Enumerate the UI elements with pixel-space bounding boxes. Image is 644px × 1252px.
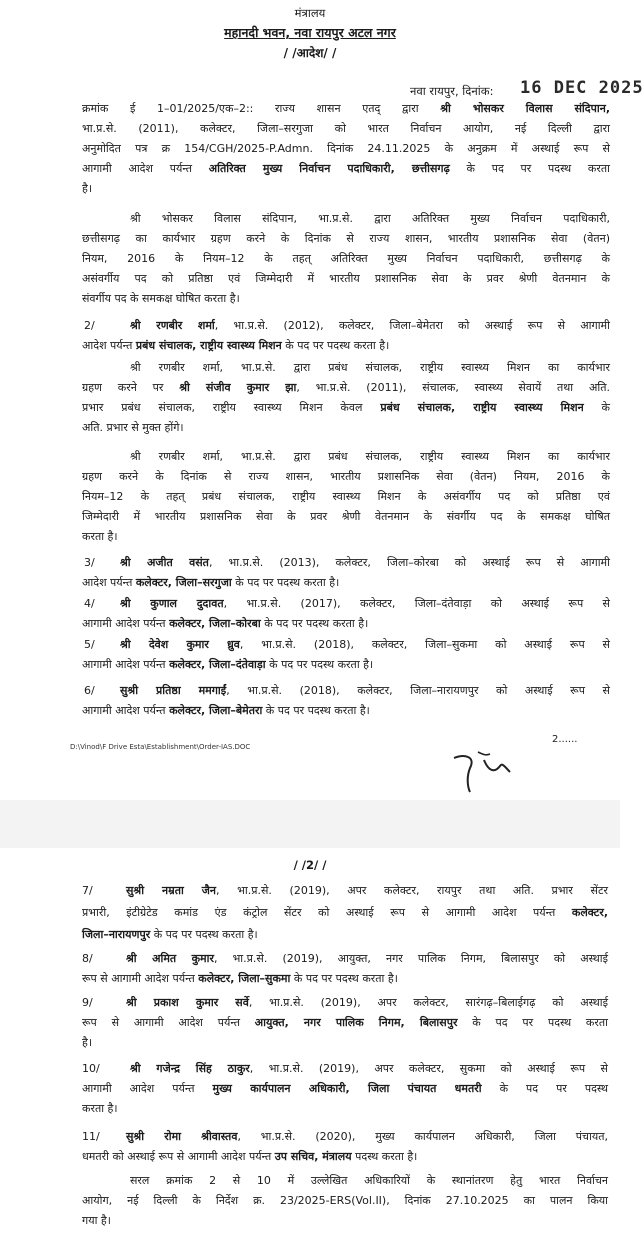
item2-line2	[82, 339, 389, 353]
post-name: कलेक्टर,	[571, 906, 608, 919]
item10-line3: करता है।	[82, 1102, 118, 1115]
item9-number: 9/	[82, 996, 93, 1009]
text-span: आगामी आदेश पर्यन्त	[82, 617, 170, 630]
post-name: कलेक्टर, जिला–बेमेतरा	[169, 704, 263, 717]
post-name: कलेक्टर, जिला–सुकमा	[198, 972, 291, 985]
item2-sub-line3	[82, 401, 610, 415]
officer-name: सुश्री रोमा श्रीवास्तव	[126, 1130, 238, 1143]
text-span: आदेश पर्यन्त	[82, 339, 136, 352]
order-number-text: क्रमांक ई 1–01/2025/एक–2:: राज्य शासन एतद् द्वारा	[82, 102, 441, 115]
text-span: , भा.प्र.से. (2017), कलेक्टर, जिला–दंतेवाड़ा को अस्थाई रूप से	[223, 597, 610, 610]
text-span: आगामी आदेश पर्यन्त	[82, 704, 170, 717]
officer-name: श्री प्रकाश कुमार सर्वे	[126, 996, 249, 1009]
text-span: , भा.प्र.से. (2018), कलेक्टर, जिला–नारायणपुर को अस्थाई रूप से	[226, 684, 610, 697]
item2-third-line4: जिम्मेदारी में भारतीय प्रशासनिक सेवा के प्रवर श्रेणी वेतनमान के संवर्गीय पद के समकक्ष घोषित	[82, 510, 610, 523]
post-name: कलेक्टर, जिला–सरगुजा	[135, 576, 232, 589]
text-span: प्रभारी, इंटीग्रेटेड कमांड एंड कंट्रोल सेंटर को अस्थाई रूप से आगामी आदेश पर्यन्त	[82, 906, 572, 919]
officer-name: श्री अजीत वसंत	[120, 556, 209, 569]
text-span: के पद पर पदस्थ करता है।	[290, 972, 398, 985]
closing-line1: सरल क्रमांक 2 से 10 में उल्लेखित अधिकारियों के स्थानांतरण हेतु भारत निर्वाचन	[130, 1174, 608, 1187]
item10-line1	[130, 1062, 608, 1076]
item6-line1	[120, 684, 610, 698]
text-span: के पद पर पदस्थ करता है।	[150, 928, 258, 941]
text-span: के पद पर पदस्थ करता है।	[260, 617, 369, 630]
item2-sub-line1: श्री रणबीर शर्मा, भा.प्र.से. द्वारा प्रबंध संचालक, राष्ट्रीय स्वास्थ्य मिशन का कार्यभार	[130, 361, 610, 374]
order-heading: / /आदेश/ /	[283, 46, 337, 60]
post-name: आयुक्त, नगर पालिक निगम, बिलासपुर	[254, 1016, 458, 1029]
file-path: D:\Vinod\F Drive Esta\Establishment\Order-IAS.DOC	[70, 743, 251, 751]
item10-number: 10/	[82, 1062, 100, 1075]
para1-line5: है।	[82, 182, 93, 195]
item5-number: 5/	[84, 638, 95, 651]
text-span: , भा.प्र.से. (2019), अपर कलेक्टर, सुकमा को अस्थाई रूप से	[249, 1062, 608, 1075]
post-name: अतिरिक्त मुख्य निर्वाचन पदाधिकारी, छत्तीसगढ़	[208, 162, 450, 175]
text-span: धमतरी को अस्थाई रूप से आगामी आदेश पर्यन्त	[82, 1150, 275, 1163]
post-name: उप सचिव, मंत्रालय	[274, 1150, 352, 1163]
item9-line1	[126, 996, 608, 1010]
text-span: रूप से आगामी आदेश पर्यन्त	[82, 972, 199, 985]
text-span: के	[583, 401, 610, 414]
officer-name: श्री कुणाल दुदावत	[120, 597, 224, 610]
text-span: आगामी आदेश पर्यन्त	[82, 162, 209, 175]
building-heading: महानदी भवन, नवा रायपुर अटल नगर	[224, 25, 396, 40]
item11-line1	[126, 1130, 608, 1144]
item8-line2	[82, 972, 398, 986]
post-name: प्रबंध संचालक, राष्ट्रीय स्वास्थ्य मिशन	[135, 339, 282, 352]
closing-line2: आयोग, नई दिल्ली के निर्देश क्र. 23/2025-ERS(Vol.II), दिनांक 27.10.2025 का पालन किया	[82, 1194, 608, 1207]
page-gap	[0, 800, 620, 848]
text-span: , भा.प्र.से. (2011), संचालक, स्वास्थ्य सेवायें तथा अति.	[296, 381, 610, 394]
item9-line2	[82, 1016, 608, 1030]
text-span: ग्रहण करने पर	[82, 381, 180, 394]
text-span: , भा.प्र.से. (2019), अपर कलेक्टर, सारंगढ़–बिलाईगढ़ को अस्थाई	[248, 996, 608, 1009]
officer-name: श्री भोसकर विलास संदिपान,	[440, 102, 610, 115]
text-span: आगामी आदेश पर्यन्त	[82, 658, 170, 671]
item2-third-line1: श्री रणबीर शर्मा, भा.प्र.से. द्वारा प्रबंध संचालक, राष्ट्रीय स्वास्थ्य मिशन का कार्यभार	[130, 450, 610, 463]
officer-name: श्री रणबीर शर्मा	[130, 319, 215, 332]
text-span: के पद पर पदस्थ करता है।	[231, 576, 340, 589]
date-label: नवा रायपुर, दिनांक:	[410, 84, 494, 98]
para1-line4	[82, 162, 610, 176]
item2-number: 2/	[84, 319, 95, 332]
text-span: , भा.प्र.से. (2012), कलेक्टर, जिला–बेमेतरा को अस्थाई रूप से आगामी	[214, 319, 610, 332]
para1-line2: भा.प्र.से. (2011), कलेक्टर, जिला–सरगुजा को भारत निर्वाचन आयोग, नई दिल्ली द्वारा	[82, 122, 610, 135]
officer-name: श्री देवेश कुमार ध्रुव	[120, 638, 240, 651]
item4-line2	[82, 617, 368, 631]
signature-mark	[448, 750, 518, 794]
item2-third-line2: ग्रहण करने के दिनांक से राज्य शासन, भारतीय प्रशासनिक सेवा (वेतन) नियम, 2016 के	[82, 470, 610, 483]
page2-heading: / /2/ /	[293, 858, 327, 872]
officer-name: सुश्री नम्रता जैन	[126, 884, 217, 897]
item7-line1	[126, 884, 608, 898]
item3-line2	[82, 576, 339, 590]
item7-line3	[82, 928, 258, 942]
para1b-line4: असंवर्गीय पद को प्रतिष्ठा एवं जिम्मेदारी में भारतीय प्रशासनिक सेवा के प्रवर श्रेणी वेतनमान के	[82, 272, 610, 285]
officer-name: श्री संजीव कुमार झा	[179, 381, 297, 394]
text-span: , भा.प्र.से. (2019), आयुक्त, नगर पालिक निगम, बिलासपुर को अस्थाई	[213, 952, 608, 965]
text-span: के पद पर पदस्थ करता	[457, 1016, 608, 1029]
post-name: मुख्य कार्यपालन अधिकारी, जिला पंचायत धमतरी	[212, 1082, 482, 1095]
text-span: प्रभार प्रबंध संचालक, राष्ट्रीय स्वास्थ्य मिशन केवल	[82, 401, 381, 414]
officer-name: श्री अमित कुमार	[126, 952, 214, 965]
next-page-marker: 2......	[552, 734, 578, 745]
item4-line1	[120, 597, 610, 611]
text-span: आगामी आदेश पर्यन्त	[82, 1082, 213, 1095]
item10-line2	[82, 1082, 608, 1096]
date-stamp: 16 DEC 2025	[520, 78, 644, 98]
post-name: जिला–नारायणपुर	[82, 928, 151, 941]
text-span: , भा.प्र.से. (2019), अपर कलेक्टर, रायपुर तथा अति. प्रभार सेंटर	[216, 884, 608, 897]
para1b-line5: संवर्गीय पद के समकक्ष घोषित करता है।	[82, 292, 240, 305]
officer-name: श्री गजेन्द्र सिंह ठाकुर	[130, 1062, 250, 1075]
item6-line2	[82, 704, 370, 718]
officer-name: सुश्री प्रतिष्ठा ममगाईं	[120, 684, 227, 697]
item5-line2	[82, 658, 373, 672]
item3-number: 3/	[84, 556, 95, 569]
text-span: , भा.प्र.से. (2013), कलेक्टर, जिला–कोरबा को अस्थाई रूप से आगामी	[208, 556, 610, 569]
text-span: के पद पर पदस्थ करता है।	[265, 658, 374, 671]
post-name: प्रबंध संचालक, राष्ट्रीय स्वास्थ्य मिशन	[380, 401, 584, 414]
order-page-2	[0, 848, 620, 1252]
text-span: के पद पर पदस्थ करता है।	[262, 704, 370, 717]
text-span: आदेश पर्यन्त	[82, 576, 136, 589]
text-span: , भा.प्र.से. (2018), कलेक्टर, जिला–सुकमा को अस्थाई रूप से	[239, 638, 610, 651]
para1b-line1: श्री भोसकर विलास संदिपान, भा.प्र.से. द्वारा अतिरिक्त मुख्य निर्वाचन पदाधिकारी,	[130, 212, 610, 225]
item2-sub-line2	[82, 381, 610, 395]
para1-line3: अनुमोदित पत्र क्र 154/CGH/2025-P.Admn. दिनांक 24.11.2025 के अनुक्रम में अस्थाई रूप से	[82, 142, 610, 155]
item8-number: 8/	[82, 952, 93, 965]
item9-line3: है।	[82, 1036, 93, 1049]
text-span: रूप से आगामी आदेश पर्यन्त	[82, 1016, 255, 1029]
ministry-heading: मंत्रालय	[294, 6, 326, 20]
item3-line1	[120, 556, 610, 570]
item4-number: 4/	[84, 597, 95, 610]
item11-number: 11/	[82, 1130, 100, 1143]
item8-line1	[126, 952, 608, 966]
item7-number: 7/	[82, 884, 93, 897]
item2-line1	[130, 319, 610, 333]
item5-line1	[120, 638, 610, 652]
text-span: पदस्थ करता है।	[351, 1150, 418, 1163]
post-name: कलेक्टर, जिला–दंतेवाड़ा	[169, 658, 266, 671]
item6-number: 6/	[84, 684, 95, 697]
item2-sub-line4: अति. प्रभार से मुक्त होंगे।	[82, 421, 184, 434]
text-span: के पद पर पदस्थ करता है।	[281, 339, 390, 352]
para1b-line3: नियम, 2016 के नियम–12 के तहत् अतिरिक्त मुख्य निर्वाचन पदाधिकारी, छत्तीसगढ़ के	[82, 252, 610, 265]
item2-third-line5: करता है।	[82, 530, 118, 543]
item7-line2	[82, 906, 608, 920]
item2-third-line3: नियम–12 के तहत् प्रबंध संचालक, राष्ट्रीय स्वास्थ्य मिशन के असंवर्गीय पद को प्रतिष्ठा एवं	[82, 490, 610, 503]
item11-line2	[82, 1150, 417, 1164]
para1b-line2: छत्तीसगढ़ का कार्यभार ग्रहण करने के दिनांक से राज्य शासन, भारतीय प्रशासनिक सेवा (वेतन)	[82, 232, 610, 245]
post-name: कलेक्टर, जिला–कोरबा	[169, 617, 261, 630]
text-span: के पद पर पदस्थ करता	[449, 162, 610, 175]
text-span: , भा.प्र.से. (2020), मुख्य कार्यपालन अधिकारी, जिला पंचायत,	[237, 1130, 608, 1143]
text-span: के पद पर पदस्थ	[481, 1082, 609, 1095]
closing-line3: गया है।	[82, 1214, 111, 1227]
para1-line1	[82, 102, 610, 116]
